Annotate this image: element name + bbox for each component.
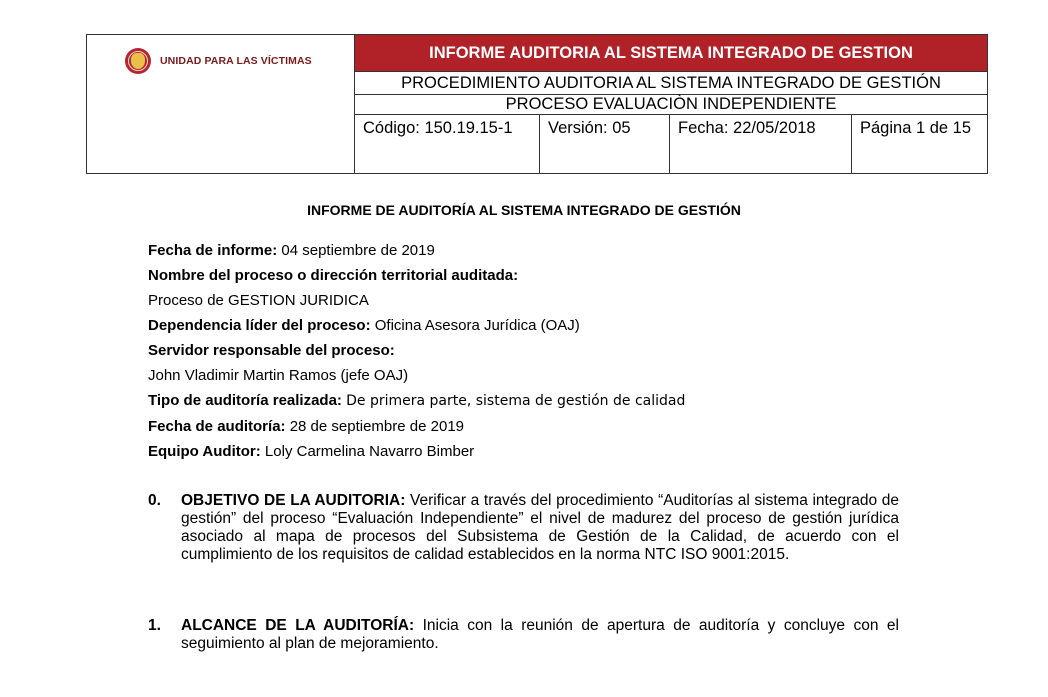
audit-team-line	[148, 439, 685, 464]
audit-type-label: Tipo de auditoría realizada:	[148, 392, 342, 409]
section-number: 1.	[148, 617, 161, 634]
process-name-label: Nombre del proceso o dirección territorial auditada:	[148, 267, 519, 284]
lead-dependency-line	[148, 313, 685, 338]
responsible-label: Servidor responsable del proceso:	[148, 342, 395, 359]
audit-team-value: Loly Carmelina Navarro Bimber	[264, 443, 475, 460]
section-text: Inicia con la reunión de apertura de auditoría y concluye con el seguimiento al plan de mejoramiento.	[181, 617, 899, 652]
document-header-table	[86, 34, 988, 174]
lead-dependency-label: Dependencia líder del proceso:	[148, 317, 371, 334]
logo-cell	[87, 35, 355, 173]
procedure-name: PROCEDIMIENTO AUDITORIA AL SISTEMA INTEGRADO DE GESTIÓN	[355, 71, 987, 95]
section-text: Verificar a través del procedimiento “Auditorías al sistema integrado de gestión” del proceso “Evaluación Independiente” el nivel de madurez del proceso de gestión jurídica asociado al mapa de procesos del Subsistema de Gestión de la Calidad, de acuerdo con el cumplimiento de los requisitos de calidad establecidos en la norma NTC ISO 9001:2015.	[181, 492, 899, 563]
audit-date-line	[148, 414, 685, 439]
section-body	[181, 492, 899, 564]
organization-logo	[125, 48, 312, 74]
process-name: PROCESO EVALUACIÒN INDEPENDIENTE	[355, 94, 987, 115]
section-body	[181, 617, 899, 653]
audit-team-label: Equipo Auditor:	[148, 443, 261, 460]
report-info	[148, 238, 685, 464]
document-code: Código: 150.19.15-1	[355, 115, 540, 173]
coat-of-arms-icon	[125, 48, 151, 74]
audit-type-value: De primera parte, sistema de gestión de calidad	[346, 393, 686, 409]
process-name-label-line	[148, 263, 685, 288]
document-title: INFORME DE AUDITORÍA AL SISTEMA INTEGRADO DE GESTIÓN	[307, 202, 741, 218]
header-title: INFORME AUDITORIA AL SISTEMA INTEGRADO DE GESTION	[355, 35, 987, 71]
audit-type-line	[148, 388, 685, 414]
document-date: Fecha: 22/05/2018	[670, 115, 852, 173]
section-heading: ALCANCE DE LA AUDITORÍA:	[181, 617, 415, 634]
section-number: 0.	[148, 492, 161, 509]
document-metadata-row	[355, 115, 987, 173]
report-date-label: Fecha de informe:	[148, 242, 278, 259]
audit-date-value: 28 de septiembre de 2019	[289, 418, 464, 435]
responsible-label-line	[148, 338, 685, 363]
report-date-line	[148, 238, 685, 263]
process-name-value: Proceso de GESTION JURIDICA	[148, 292, 369, 309]
page-number: Página 1 de 15	[860, 119, 972, 137]
lead-dependency-value: Oficina Asesora Jurídica (OAJ)	[374, 317, 580, 334]
section-heading: OBJETIVO DE LA AUDITORIA:	[181, 492, 406, 509]
document-version: Versión: 05	[540, 115, 670, 173]
logo-text: UNIDAD PARA LAS VÍCTIMAS	[160, 55, 312, 67]
report-date-value: 04 septiembre de 2019	[281, 242, 435, 259]
audit-date-label: Fecha de auditoría:	[148, 418, 286, 435]
responsible-value: John Vladimir Martin Ramos (jefe OAJ)	[148, 367, 409, 384]
